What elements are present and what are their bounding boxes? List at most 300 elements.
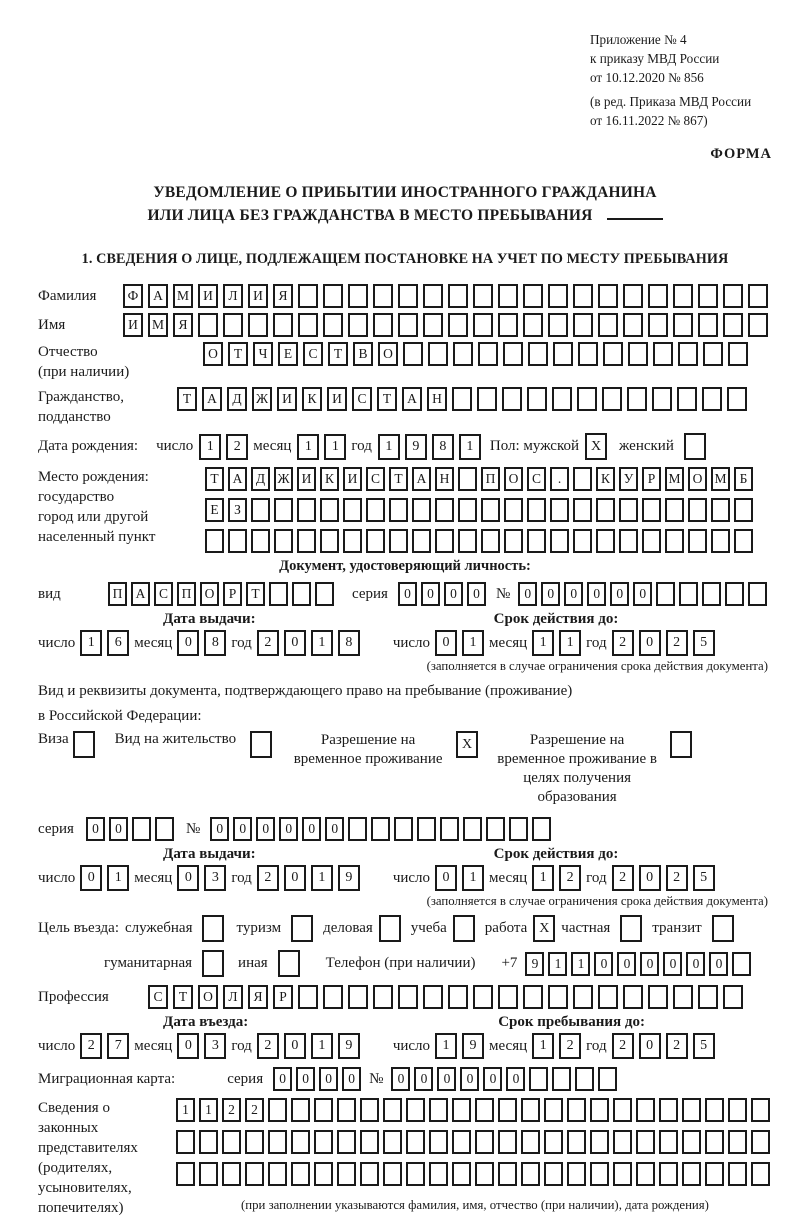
form-cell[interactable] — [575, 1067, 594, 1091]
form-cell[interactable]: 2 — [559, 1033, 581, 1059]
form-cell[interactable]: К — [302, 387, 322, 411]
form-cell[interactable]: 0 — [233, 817, 252, 841]
form-cell[interactable] — [423, 284, 443, 308]
form-cell[interactable] — [748, 284, 768, 308]
form-cell[interactable]: Р — [642, 467, 661, 491]
form-cell[interactable] — [567, 1162, 586, 1186]
form-cell[interactable]: 0 — [518, 582, 537, 606]
form-cell[interactable]: 0 — [86, 817, 105, 841]
form-cell[interactable] — [323, 313, 343, 337]
form-cell[interactable]: Д — [227, 387, 247, 411]
form-cell[interactable]: З — [228, 498, 247, 522]
form-cell[interactable] — [613, 1098, 632, 1122]
form-cell[interactable]: 0 — [594, 952, 613, 976]
form-cell[interactable]: О — [198, 985, 218, 1009]
form-cell[interactable] — [659, 1130, 678, 1154]
form-cell[interactable]: П — [108, 582, 127, 606]
form-cell[interactable] — [366, 498, 385, 522]
form-cell[interactable]: П — [481, 467, 500, 491]
form-cell[interactable]: 0 — [587, 582, 606, 606]
form-cell[interactable] — [509, 817, 528, 841]
form-cell[interactable] — [223, 313, 243, 337]
form-cell[interactable] — [155, 817, 174, 841]
form-cell[interactable] — [412, 529, 431, 553]
form-cell[interactable] — [323, 284, 343, 308]
form-cell[interactable] — [682, 1162, 701, 1186]
form-cell[interactable]: М — [148, 313, 168, 337]
form-cell[interactable] — [748, 313, 768, 337]
form-cell[interactable]: Н — [435, 467, 454, 491]
form-cell[interactable] — [268, 1162, 287, 1186]
form-cell[interactable] — [725, 582, 744, 606]
form-cell[interactable]: 0 — [467, 582, 486, 606]
form-cell[interactable] — [673, 284, 693, 308]
form-cell[interactable]: Ф — [123, 284, 143, 308]
form-cell[interactable] — [698, 284, 718, 308]
form-cell[interactable]: Т — [246, 582, 265, 606]
form-cell[interactable] — [548, 985, 568, 1009]
form-cell[interactable] — [596, 529, 615, 553]
form-cell[interactable]: 2 — [245, 1098, 264, 1122]
form-cell[interactable]: 1 — [462, 865, 484, 891]
form-cell[interactable]: 0 — [435, 865, 457, 891]
form-cell[interactable] — [389, 498, 408, 522]
form-cell[interactable] — [702, 387, 722, 411]
form-cell[interactable] — [590, 1130, 609, 1154]
form-cell[interactable] — [523, 985, 543, 1009]
form-cell[interactable] — [314, 1098, 333, 1122]
form-cell[interactable] — [222, 1162, 241, 1186]
form-cell[interactable] — [458, 467, 477, 491]
form-cell[interactable]: 0 — [256, 817, 275, 841]
form-cell[interactable]: 0 — [284, 865, 306, 891]
form-cell[interactable]: А — [412, 467, 431, 491]
form-cell[interactable] — [337, 1098, 356, 1122]
residence-permit-checkbox[interactable] — [250, 731, 272, 758]
form-cell[interactable]: Ч — [253, 342, 273, 366]
form-cell[interactable]: 2 — [612, 630, 634, 656]
form-cell[interactable] — [573, 498, 592, 522]
form-cell[interactable] — [628, 342, 648, 366]
form-cell[interactable]: И — [248, 284, 268, 308]
form-cell[interactable]: 8 — [338, 630, 360, 656]
form-cell[interactable] — [269, 582, 288, 606]
form-cell[interactable] — [475, 1098, 494, 1122]
form-cell[interactable] — [297, 529, 316, 553]
form-cell[interactable] — [360, 1098, 379, 1122]
form-cell[interactable] — [348, 313, 368, 337]
form-cell[interactable]: 0 — [435, 630, 457, 656]
form-cell[interactable] — [728, 1162, 747, 1186]
form-cell[interactable] — [360, 1130, 379, 1154]
form-cell[interactable] — [323, 985, 343, 1009]
form-cell[interactable]: О — [200, 582, 219, 606]
form-cell[interactable] — [198, 313, 218, 337]
form-cell[interactable] — [463, 817, 482, 841]
form-cell[interactable]: 2 — [257, 1033, 279, 1059]
form-cell[interactable]: Т — [177, 387, 197, 411]
form-cell[interactable]: 1 — [435, 1033, 457, 1059]
form-cell[interactable] — [398, 985, 418, 1009]
form-cell[interactable] — [481, 498, 500, 522]
form-cell[interactable]: 2 — [612, 1033, 634, 1059]
form-cell[interactable] — [199, 1130, 218, 1154]
form-cell[interactable] — [398, 313, 418, 337]
form-cell[interactable] — [292, 582, 311, 606]
form-cell[interactable] — [573, 467, 592, 491]
form-cell[interactable]: 0 — [342, 1067, 361, 1091]
form-cell[interactable] — [348, 284, 368, 308]
form-cell[interactable] — [373, 284, 393, 308]
form-cell[interactable] — [703, 342, 723, 366]
visa-checkbox[interactable] — [73, 731, 95, 758]
purpose-transit-checkbox[interactable] — [712, 915, 734, 942]
form-cell[interactable] — [475, 1162, 494, 1186]
form-cell[interactable]: 0 — [437, 1067, 456, 1091]
form-cell[interactable]: П — [177, 582, 196, 606]
form-cell[interactable]: Т — [173, 985, 193, 1009]
form-cell[interactable] — [417, 817, 436, 841]
form-cell[interactable] — [636, 1098, 655, 1122]
form-cell[interactable]: С — [366, 467, 385, 491]
form-cell[interactable]: Т — [205, 467, 224, 491]
form-cell[interactable]: 0 — [617, 952, 636, 976]
form-cell[interactable] — [688, 529, 707, 553]
form-cell[interactable] — [348, 817, 367, 841]
form-cell[interactable]: Р — [223, 582, 242, 606]
form-cell[interactable] — [448, 284, 468, 308]
form-cell[interactable] — [373, 313, 393, 337]
form-cell[interactable]: 2 — [559, 865, 581, 891]
form-cell[interactable]: 0 — [279, 817, 298, 841]
form-cell[interactable] — [222, 1130, 241, 1154]
form-cell[interactable] — [627, 387, 647, 411]
form-cell[interactable] — [498, 284, 518, 308]
form-cell[interactable] — [705, 1098, 724, 1122]
form-cell[interactable]: К — [320, 467, 339, 491]
form-cell[interactable] — [728, 342, 748, 366]
form-cell[interactable] — [268, 1130, 287, 1154]
form-cell[interactable] — [314, 1162, 333, 1186]
form-cell[interactable]: 1 — [80, 630, 102, 656]
form-cell[interactable] — [598, 284, 618, 308]
form-cell[interactable] — [529, 1067, 548, 1091]
form-cell[interactable] — [723, 985, 743, 1009]
form-cell[interactable] — [498, 313, 518, 337]
form-cell[interactable]: 1 — [378, 434, 400, 460]
form-cell[interactable] — [702, 582, 721, 606]
form-cell[interactable]: Н — [427, 387, 447, 411]
form-cell[interactable] — [245, 1162, 264, 1186]
form-cell[interactable]: 0 — [639, 1033, 661, 1059]
form-cell[interactable] — [429, 1162, 448, 1186]
form-cell[interactable]: С — [154, 582, 173, 606]
form-cell[interactable]: 0 — [460, 1067, 479, 1091]
form-cell[interactable] — [398, 284, 418, 308]
form-cell[interactable] — [548, 313, 568, 337]
form-cell[interactable] — [619, 498, 638, 522]
form-cell[interactable] — [477, 387, 497, 411]
form-cell[interactable]: Л — [223, 284, 243, 308]
purpose-humanitarian-checkbox[interactable] — [202, 950, 224, 977]
form-cell[interactable]: 1 — [297, 434, 319, 460]
form-cell[interactable] — [552, 387, 572, 411]
form-cell[interactable]: Д — [251, 467, 270, 491]
form-cell[interactable] — [623, 985, 643, 1009]
form-cell[interactable] — [298, 313, 318, 337]
form-cell[interactable]: 2 — [666, 865, 688, 891]
form-cell[interactable]: 1 — [571, 952, 590, 976]
form-cell[interactable] — [473, 284, 493, 308]
form-cell[interactable] — [453, 342, 473, 366]
form-cell[interactable]: 1 — [176, 1098, 195, 1122]
form-cell[interactable]: Я — [248, 985, 268, 1009]
form-cell[interactable]: И — [123, 313, 143, 337]
form-cell[interactable]: С — [527, 467, 546, 491]
form-cell[interactable]: И — [198, 284, 218, 308]
form-cell[interactable] — [659, 1098, 678, 1122]
form-cell[interactable] — [412, 498, 431, 522]
form-cell[interactable]: 0 — [391, 1067, 410, 1091]
form-cell[interactable]: 0 — [177, 865, 199, 891]
form-cell[interactable] — [498, 1162, 517, 1186]
form-cell[interactable] — [452, 387, 472, 411]
form-cell[interactable]: 0 — [506, 1067, 525, 1091]
form-cell[interactable] — [590, 1098, 609, 1122]
form-cell[interactable]: 1 — [559, 630, 581, 656]
form-cell[interactable]: 0 — [80, 865, 102, 891]
form-cell[interactable]: 0 — [633, 582, 652, 606]
temp-residence-checkbox[interactable]: X — [456, 731, 478, 758]
form-cell[interactable]: 1 — [199, 434, 221, 460]
form-cell[interactable] — [688, 498, 707, 522]
purpose-business-checkbox[interactable] — [202, 915, 224, 942]
form-cell[interactable] — [268, 1098, 287, 1122]
form-cell[interactable] — [383, 1098, 402, 1122]
form-cell[interactable] — [452, 1130, 471, 1154]
form-cell[interactable]: 8 — [432, 434, 454, 460]
form-cell[interactable]: 2 — [257, 630, 279, 656]
form-cell[interactable] — [552, 1067, 571, 1091]
form-cell[interactable]: 0 — [177, 1033, 199, 1059]
form-cell[interactable] — [315, 582, 334, 606]
form-cell[interactable] — [440, 817, 459, 841]
form-cell[interactable] — [642, 529, 661, 553]
form-cell[interactable] — [678, 342, 698, 366]
form-cell[interactable] — [659, 1162, 678, 1186]
form-cell[interactable]: 1 — [107, 865, 129, 891]
form-cell[interactable] — [429, 1130, 448, 1154]
form-cell[interactable] — [251, 529, 270, 553]
form-cell[interactable] — [734, 498, 753, 522]
form-cell[interactable]: 2 — [612, 865, 634, 891]
form-cell[interactable] — [598, 985, 618, 1009]
form-cell[interactable] — [527, 498, 546, 522]
form-cell[interactable]: 0 — [398, 582, 417, 606]
form-cell[interactable] — [573, 529, 592, 553]
form-cell[interactable] — [245, 1130, 264, 1154]
form-cell[interactable] — [428, 342, 448, 366]
form-cell[interactable]: 3 — [204, 1033, 226, 1059]
form-cell[interactable] — [478, 342, 498, 366]
form-cell[interactable] — [567, 1098, 586, 1122]
form-cell[interactable] — [503, 342, 523, 366]
form-cell[interactable]: 1 — [199, 1098, 218, 1122]
form-cell[interactable]: 0 — [610, 582, 629, 606]
form-cell[interactable]: 0 — [210, 817, 229, 841]
form-cell[interactable]: О — [203, 342, 223, 366]
form-cell[interactable]: С — [352, 387, 372, 411]
form-cell[interactable] — [550, 498, 569, 522]
male-checkbox[interactable]: X — [585, 433, 607, 460]
form-cell[interactable] — [544, 1130, 563, 1154]
form-cell[interactable]: Ж — [274, 467, 293, 491]
form-cell[interactable] — [337, 1130, 356, 1154]
form-cell[interactable] — [228, 529, 247, 553]
form-cell[interactable] — [371, 817, 390, 841]
form-cell[interactable]: 2 — [257, 865, 279, 891]
form-cell[interactable] — [590, 1162, 609, 1186]
form-cell[interactable]: 9 — [462, 1033, 484, 1059]
form-cell[interactable] — [176, 1130, 195, 1154]
form-cell[interactable]: 0 — [414, 1067, 433, 1091]
form-cell[interactable] — [199, 1162, 218, 1186]
form-cell[interactable]: С — [148, 985, 168, 1009]
form-cell[interactable] — [751, 1130, 770, 1154]
form-cell[interactable] — [723, 284, 743, 308]
form-cell[interactable]: 0 — [663, 952, 682, 976]
form-cell[interactable] — [248, 313, 268, 337]
form-cell[interactable] — [727, 387, 747, 411]
form-cell[interactable]: 0 — [564, 582, 583, 606]
form-cell[interactable]: А — [402, 387, 422, 411]
form-cell[interactable] — [366, 529, 385, 553]
form-cell[interactable] — [343, 529, 362, 553]
form-cell[interactable]: Я — [173, 313, 193, 337]
form-cell[interactable] — [383, 1162, 402, 1186]
form-cell[interactable] — [498, 985, 518, 1009]
form-cell[interactable] — [273, 313, 293, 337]
form-cell[interactable] — [523, 284, 543, 308]
form-cell[interactable]: 0 — [284, 1033, 306, 1059]
form-cell[interactable]: 9 — [338, 865, 360, 891]
form-cell[interactable] — [291, 1162, 310, 1186]
form-cell[interactable]: 0 — [444, 582, 463, 606]
form-cell[interactable] — [613, 1130, 632, 1154]
form-cell[interactable]: 5 — [693, 630, 715, 656]
form-cell[interactable]: 2 — [666, 630, 688, 656]
form-cell[interactable] — [458, 529, 477, 553]
form-cell[interactable]: 7 — [107, 1033, 129, 1059]
form-cell[interactable]: Т — [228, 342, 248, 366]
form-cell[interactable]: 0 — [319, 1067, 338, 1091]
form-cell[interactable]: Р — [273, 985, 293, 1009]
form-cell[interactable] — [527, 529, 546, 553]
form-cell[interactable] — [636, 1162, 655, 1186]
form-cell[interactable]: 5 — [693, 865, 715, 891]
form-cell[interactable]: 2 — [666, 1033, 688, 1059]
form-cell[interactable] — [274, 498, 293, 522]
form-cell[interactable] — [452, 1162, 471, 1186]
form-cell[interactable]: 1 — [311, 865, 333, 891]
form-cell[interactable]: 0 — [639, 865, 661, 891]
form-cell[interactable] — [429, 1098, 448, 1122]
form-cell[interactable]: Т — [389, 467, 408, 491]
form-cell[interactable] — [343, 498, 362, 522]
form-cell[interactable]: 0 — [640, 952, 659, 976]
form-cell[interactable]: 2 — [80, 1033, 102, 1059]
form-cell[interactable] — [751, 1162, 770, 1186]
form-cell[interactable] — [521, 1130, 540, 1154]
form-cell[interactable] — [711, 498, 730, 522]
purpose-work-checkbox[interactable]: X — [533, 915, 555, 942]
form-cell[interactable]: 6 — [107, 630, 129, 656]
form-cell[interactable] — [642, 498, 661, 522]
form-cell[interactable] — [320, 498, 339, 522]
form-cell[interactable] — [544, 1162, 563, 1186]
form-cell[interactable] — [573, 985, 593, 1009]
form-cell[interactable] — [291, 1098, 310, 1122]
form-cell[interactable]: 9 — [338, 1033, 360, 1059]
form-cell[interactable] — [567, 1130, 586, 1154]
form-cell[interactable] — [598, 1067, 617, 1091]
form-cell[interactable] — [636, 1130, 655, 1154]
form-cell[interactable] — [521, 1098, 540, 1122]
form-cell[interactable]: И — [297, 467, 316, 491]
form-cell[interactable]: И — [277, 387, 297, 411]
form-cell[interactable] — [502, 387, 522, 411]
form-cell[interactable] — [406, 1130, 425, 1154]
form-cell[interactable]: 0 — [325, 817, 344, 841]
form-cell[interactable] — [176, 1162, 195, 1186]
form-cell[interactable]: С — [303, 342, 323, 366]
form-cell[interactable]: 0 — [177, 630, 199, 656]
form-cell[interactable] — [682, 1130, 701, 1154]
form-cell[interactable]: 1 — [311, 1033, 333, 1059]
form-cell[interactable] — [648, 313, 668, 337]
form-cell[interactable] — [406, 1162, 425, 1186]
form-cell[interactable] — [573, 313, 593, 337]
form-cell[interactable]: М — [173, 284, 193, 308]
form-cell[interactable] — [665, 498, 684, 522]
form-cell[interactable]: 1 — [548, 952, 567, 976]
form-cell[interactable]: 1 — [311, 630, 333, 656]
form-cell[interactable] — [320, 529, 339, 553]
form-cell[interactable]: 9 — [405, 434, 427, 460]
form-cell[interactable]: К — [596, 467, 615, 491]
purpose-study-checkbox[interactable] — [453, 915, 475, 942]
form-cell[interactable]: 0 — [639, 630, 661, 656]
form-cell[interactable]: 0 — [296, 1067, 315, 1091]
form-cell[interactable]: У — [619, 467, 638, 491]
form-cell[interactable] — [435, 529, 454, 553]
form-cell[interactable] — [360, 1162, 379, 1186]
form-cell[interactable] — [527, 387, 547, 411]
form-cell[interactable]: А — [228, 467, 247, 491]
form-cell[interactable]: О — [688, 467, 707, 491]
form-cell[interactable] — [486, 817, 505, 841]
form-cell[interactable]: Ж — [252, 387, 272, 411]
form-cell[interactable]: 0 — [709, 952, 728, 976]
form-cell[interactable]: 8 — [204, 630, 226, 656]
form-cell[interactable]: 0 — [109, 817, 128, 841]
form-cell[interactable] — [598, 313, 618, 337]
form-cell[interactable] — [448, 985, 468, 1009]
form-cell[interactable] — [452, 1098, 471, 1122]
form-cell[interactable] — [274, 529, 293, 553]
form-cell[interactable] — [602, 387, 622, 411]
form-cell[interactable] — [619, 529, 638, 553]
